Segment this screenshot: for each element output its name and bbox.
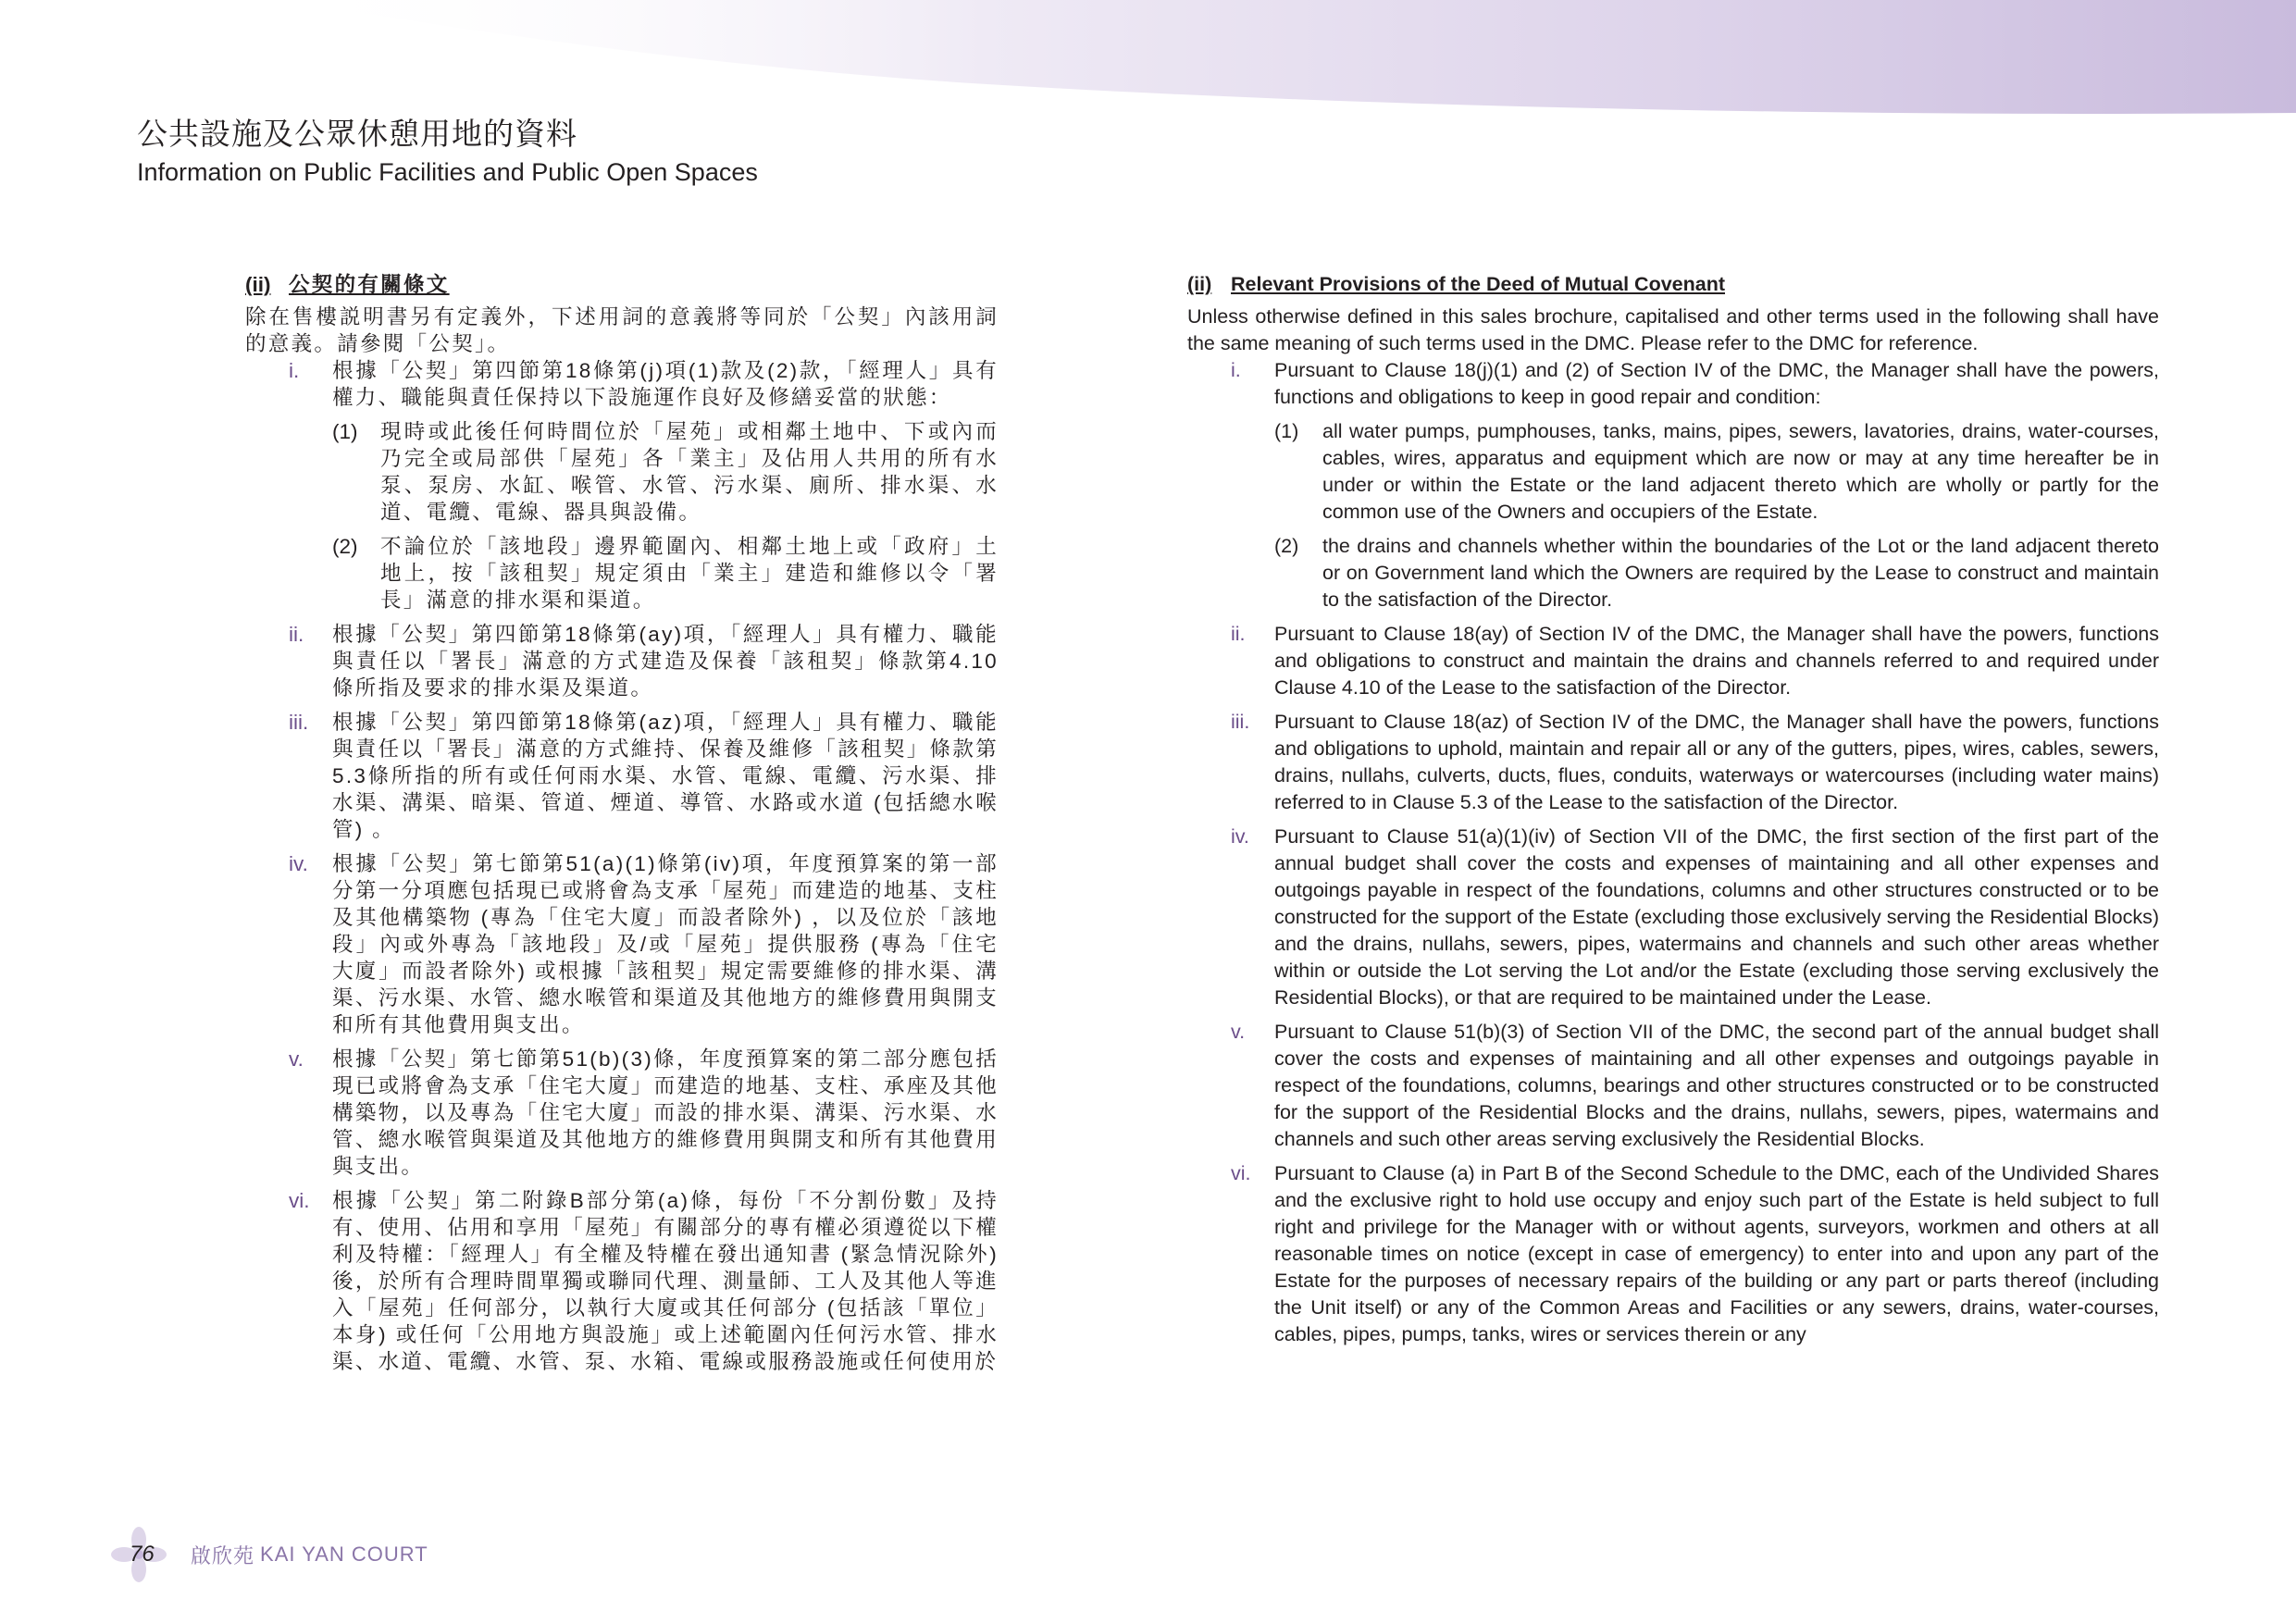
estate-name-zh: 啟欣苑 <box>191 1543 255 1567</box>
sub-list-item <box>1274 418 2159 526</box>
item-number: vi. <box>289 1189 310 1212</box>
item-text: Pursuant to Clause 51(a)(1)(iv) of Section VII of the DMC, the first section of the first part of the annual budget shall cover the costs and expenses of maintaining and all other expenses and outgoings payable in respect of the foundations, columns and other structures constructed or to be constructed for the support of the Estate (excluding those exclusively serving the Residential Blocks) and the drains, nullahs, sewers, pipes, watermains and channels and such other areas whether within or outside the Lot serving the Lot and/or the Estate (excluding those serving exclusively the Residential Blocks), or that are required to be maintained under the Lease. <box>1274 825 2159 1009</box>
item-number: v. <box>1231 1021 1246 1043</box>
sub-item-number: (2) <box>1274 535 1299 557</box>
section-title-text: 公契的有關條文 <box>289 273 450 296</box>
item-text: Pursuant to Clause 18(az) of Section IV of the DMC, the Manager shall have the powers, functions and obligations to uphold, maintain and repair all or any of the gutters, pipes, wires, cables, sewers, drains, nullahs, culverts, ducts, flues, conduits, waterways or watercourses (including water mains) referred to in Clause 5.3 of the Lease to the satisfaction of the Director. <box>1274 711 2159 813</box>
item-text: 根據「公契」第二附錄B部分第(a)條，每份「不分割份數」及持有、使用、佔用和享用「屋苑」有關部分的專有權必須遵從以下權利及特權：「經理人」有全權及特權在發出通知書 (緊急情況除外) 後，於所有合理時間單獨或聯同代理、測量師、工人及其他人等進入「屋苑」任何部分，以執行大廈或其任何部分 (包括該「單位」本身) 或任何「公用地方與設施」或上述範圍內任何污水管、排水渠、水道、電纜、水管、泵、水箱、電線或服務設施或任何使用於 <box>332 1189 999 1373</box>
page-heading <box>137 115 758 189</box>
chinese-column <box>245 271 999 1382</box>
list-item <box>1231 824 2159 1011</box>
item-number: iv. <box>289 852 308 875</box>
item-number: ii. <box>1231 623 1246 645</box>
list-item <box>289 1046 999 1180</box>
sub-item-text: all water pumps, pumphouses, tanks, mains, pipes, sewers, lavatories, drains, water-courses, cables, wires, apparatus and equipment which are now or may at any time hereafter be in under or within the Estate or the land adjacent thereto which are wholly or partly for the common use of the Owners and occupiers of the Estate. <box>1322 420 2159 523</box>
item-text: Pursuant to Clause (a) in Part B of the Second Schedule to the DMC, each of the Undivided Shares and the exclusive right to hold use occupy and enjoy such part of the Estate is held subject to full right and privilege for the Manager with or without agents, surveyors, workmen and others at all reasonable times on notice (except in case of emergency) to enter into and upon any part of the Estate for the purposes of necessary repairs of the building or any part or parts thereof (including the Unit itself) or any of the Common Areas and Facilities or any sewers, drains, water-courses, cables, pipes, pumps, tanks, wires or services therein or any <box>1274 1162 2159 1345</box>
page-title-zh: 公共設施及公眾休憩用地的資料 <box>137 117 577 151</box>
page-number: 76 <box>130 1542 155 1567</box>
section-number: (ii) <box>245 273 271 296</box>
item-text: 根據「公契」第四節第18條第(az)項，「經理人」具有權力、職能與責任以「署長」滿意的方式維持、保養及維修「該租契」條款第5.3條所指的所有或任何雨水渠、水管、電線、電纜、污水渠、排水渠、溝渠、暗渠、管道、煙道、導管、水路或水道 (包括總水喉管) 。 <box>332 711 999 841</box>
section-number: (ii) <box>1187 273 1212 295</box>
item-number: iv. <box>1231 825 1249 848</box>
item-text: 根據「公契」第七節第51(b)(3)條，年度預算案的第二部分應包括現已或將會為支承「住宅大廈」而建造的地基、支柱、承座及其他構築物，以及專為「住宅大廈」而設的排水渠、溝渠、污水渠、水管、總水喉管與渠道及其他地方的維修費用與開支和所有其他費用與支出。 <box>332 1047 999 1178</box>
estate-name-en: KAI YAN COURT <box>260 1542 428 1566</box>
section-title-en <box>1187 271 2159 298</box>
list-item <box>1231 1019 2159 1153</box>
intro-paragraph-en: Unless otherwise defined in this sales brochure, capitalised and other terms used in the following shall have the same meaning of such terms used in the DMC. Please refer to the DMC for reference. <box>1187 305 2159 354</box>
list-item <box>289 1187 999 1375</box>
list-item <box>1231 621 2159 701</box>
list-item <box>289 850 999 1038</box>
list-item <box>289 621 999 701</box>
item-text: Pursuant to Clause 18(j)(1) and (2) of Section IV of the DMC, the Manager shall have the powers, functions and obligations to keep in good repair and condition: <box>1274 359 2159 408</box>
intro-paragraph-zh: 除在售樓説明書另有定義外，下述用詞的意義將等同於「公契」內該用詞的意義。請參閱「公契」。 <box>245 305 999 355</box>
sub-item-text: 不論位於「該地段」邊界範圍內、相鄰土地上或「政府」土地上，按「該租契」規定須由「業主」建造和維修以令「署長」滿意的排水渠和渠道。 <box>380 535 999 612</box>
sub-list-item <box>332 418 999 526</box>
page-footer <box>109 1527 428 1582</box>
item-number: iii. <box>1231 711 1250 733</box>
sub-item-number: (1) <box>1274 420 1299 442</box>
sub-item-number: (2) <box>332 535 358 558</box>
item-number: vi. <box>1231 1162 1251 1184</box>
item-text: 根據「公契」第四節第18條第(ay)項，「經理人」具有權力、職能與責任以「署長」滿意的方式建造及保養「該租契」條款第4.10條所指及要求的排水渠及渠道。 <box>332 623 999 700</box>
item-number: ii. <box>289 623 304 646</box>
decorative-header-band <box>0 0 2296 130</box>
item-text: 根據「公契」第七節第51(a)(1)條第(iv)項，年度預算案的第一部分第一分項應包括現已或將會為支承「屋苑」而建造的地基、支柱及其他構築物 (專為「住宅大廈」而設者除外) ，以及位於「該地段」內或外專為「該地段」及/或「屋苑」提供服務 (專為「住宅大廈」而設者除外) 或根據「該租契」規定需要維修的排水渠、溝渠、污水渠、水管、總水喉管和渠道及其他地方的維修費用與開支和所有其他費用與支出。 <box>332 852 999 1036</box>
item-number: v. <box>289 1047 304 1071</box>
list-item <box>1231 1160 2159 1348</box>
list-item <box>289 357 999 411</box>
sub-list-item <box>332 533 999 613</box>
sub-list-item <box>1274 533 2159 613</box>
sub-item-number: (1) <box>332 420 358 443</box>
english-column <box>1187 271 2159 1356</box>
list-item <box>1231 709 2159 816</box>
item-number: i. <box>289 359 300 382</box>
section-title-zh <box>245 271 999 298</box>
item-number: i. <box>1231 359 1241 381</box>
section-title-text: Relevant Provisions of the Deed of Mutual Covenant <box>1231 273 1725 295</box>
item-number: iii. <box>289 711 309 734</box>
sub-item-text: the drains and channels whether within the boundaries of the Lot or the land adjacent thereto or on Government land which the Owners are required by the Lease to construct and maintain to the satisfaction of the Director. <box>1322 535 2159 611</box>
sub-item-text: 現時或此後任何時間位於「屋苑」或相鄰土地中、下或內而乃完全或局部供「屋苑」各「業主」及佔用人共用的所有水泵、泵房、水缸、喉管、水管、污水渠、廁所、排水渠、水道、電纜、電線、器具與設備。 <box>380 420 999 524</box>
list-item <box>289 709 999 843</box>
list-item <box>1231 357 2159 411</box>
item-text: Pursuant to Clause 51(b)(3) of Section VII of the DMC, the second part of the annual budget shall cover the costs and expenses of maintaining and all other expenses and outgoings payable in respect of the foundations, columns, bearings and other structures constructed or to be constructed for the support of the Residential Blocks and the drains, nullahs, sewers, pipes, watermains and channels and such other areas serving exclusively the Residential Blocks. <box>1274 1021 2159 1150</box>
item-text: 根據「公契」第四節第18條第(j)項(1)款及(2)款，「經理人」具有權力、職能與責任保持以下設施運作良好及修繕妥當的狀態： <box>332 359 999 409</box>
item-text: Pursuant to Clause 18(ay) of Section IV of the DMC, the Manager shall have the powers, functions and obligations to construct and maintain the drains and channels referred to and required under Clause 4.10 of the Lease to the satisfaction of the Director. <box>1274 623 2159 699</box>
page-title-en: Information on Public Facilities and Public Open Spaces <box>137 158 758 186</box>
